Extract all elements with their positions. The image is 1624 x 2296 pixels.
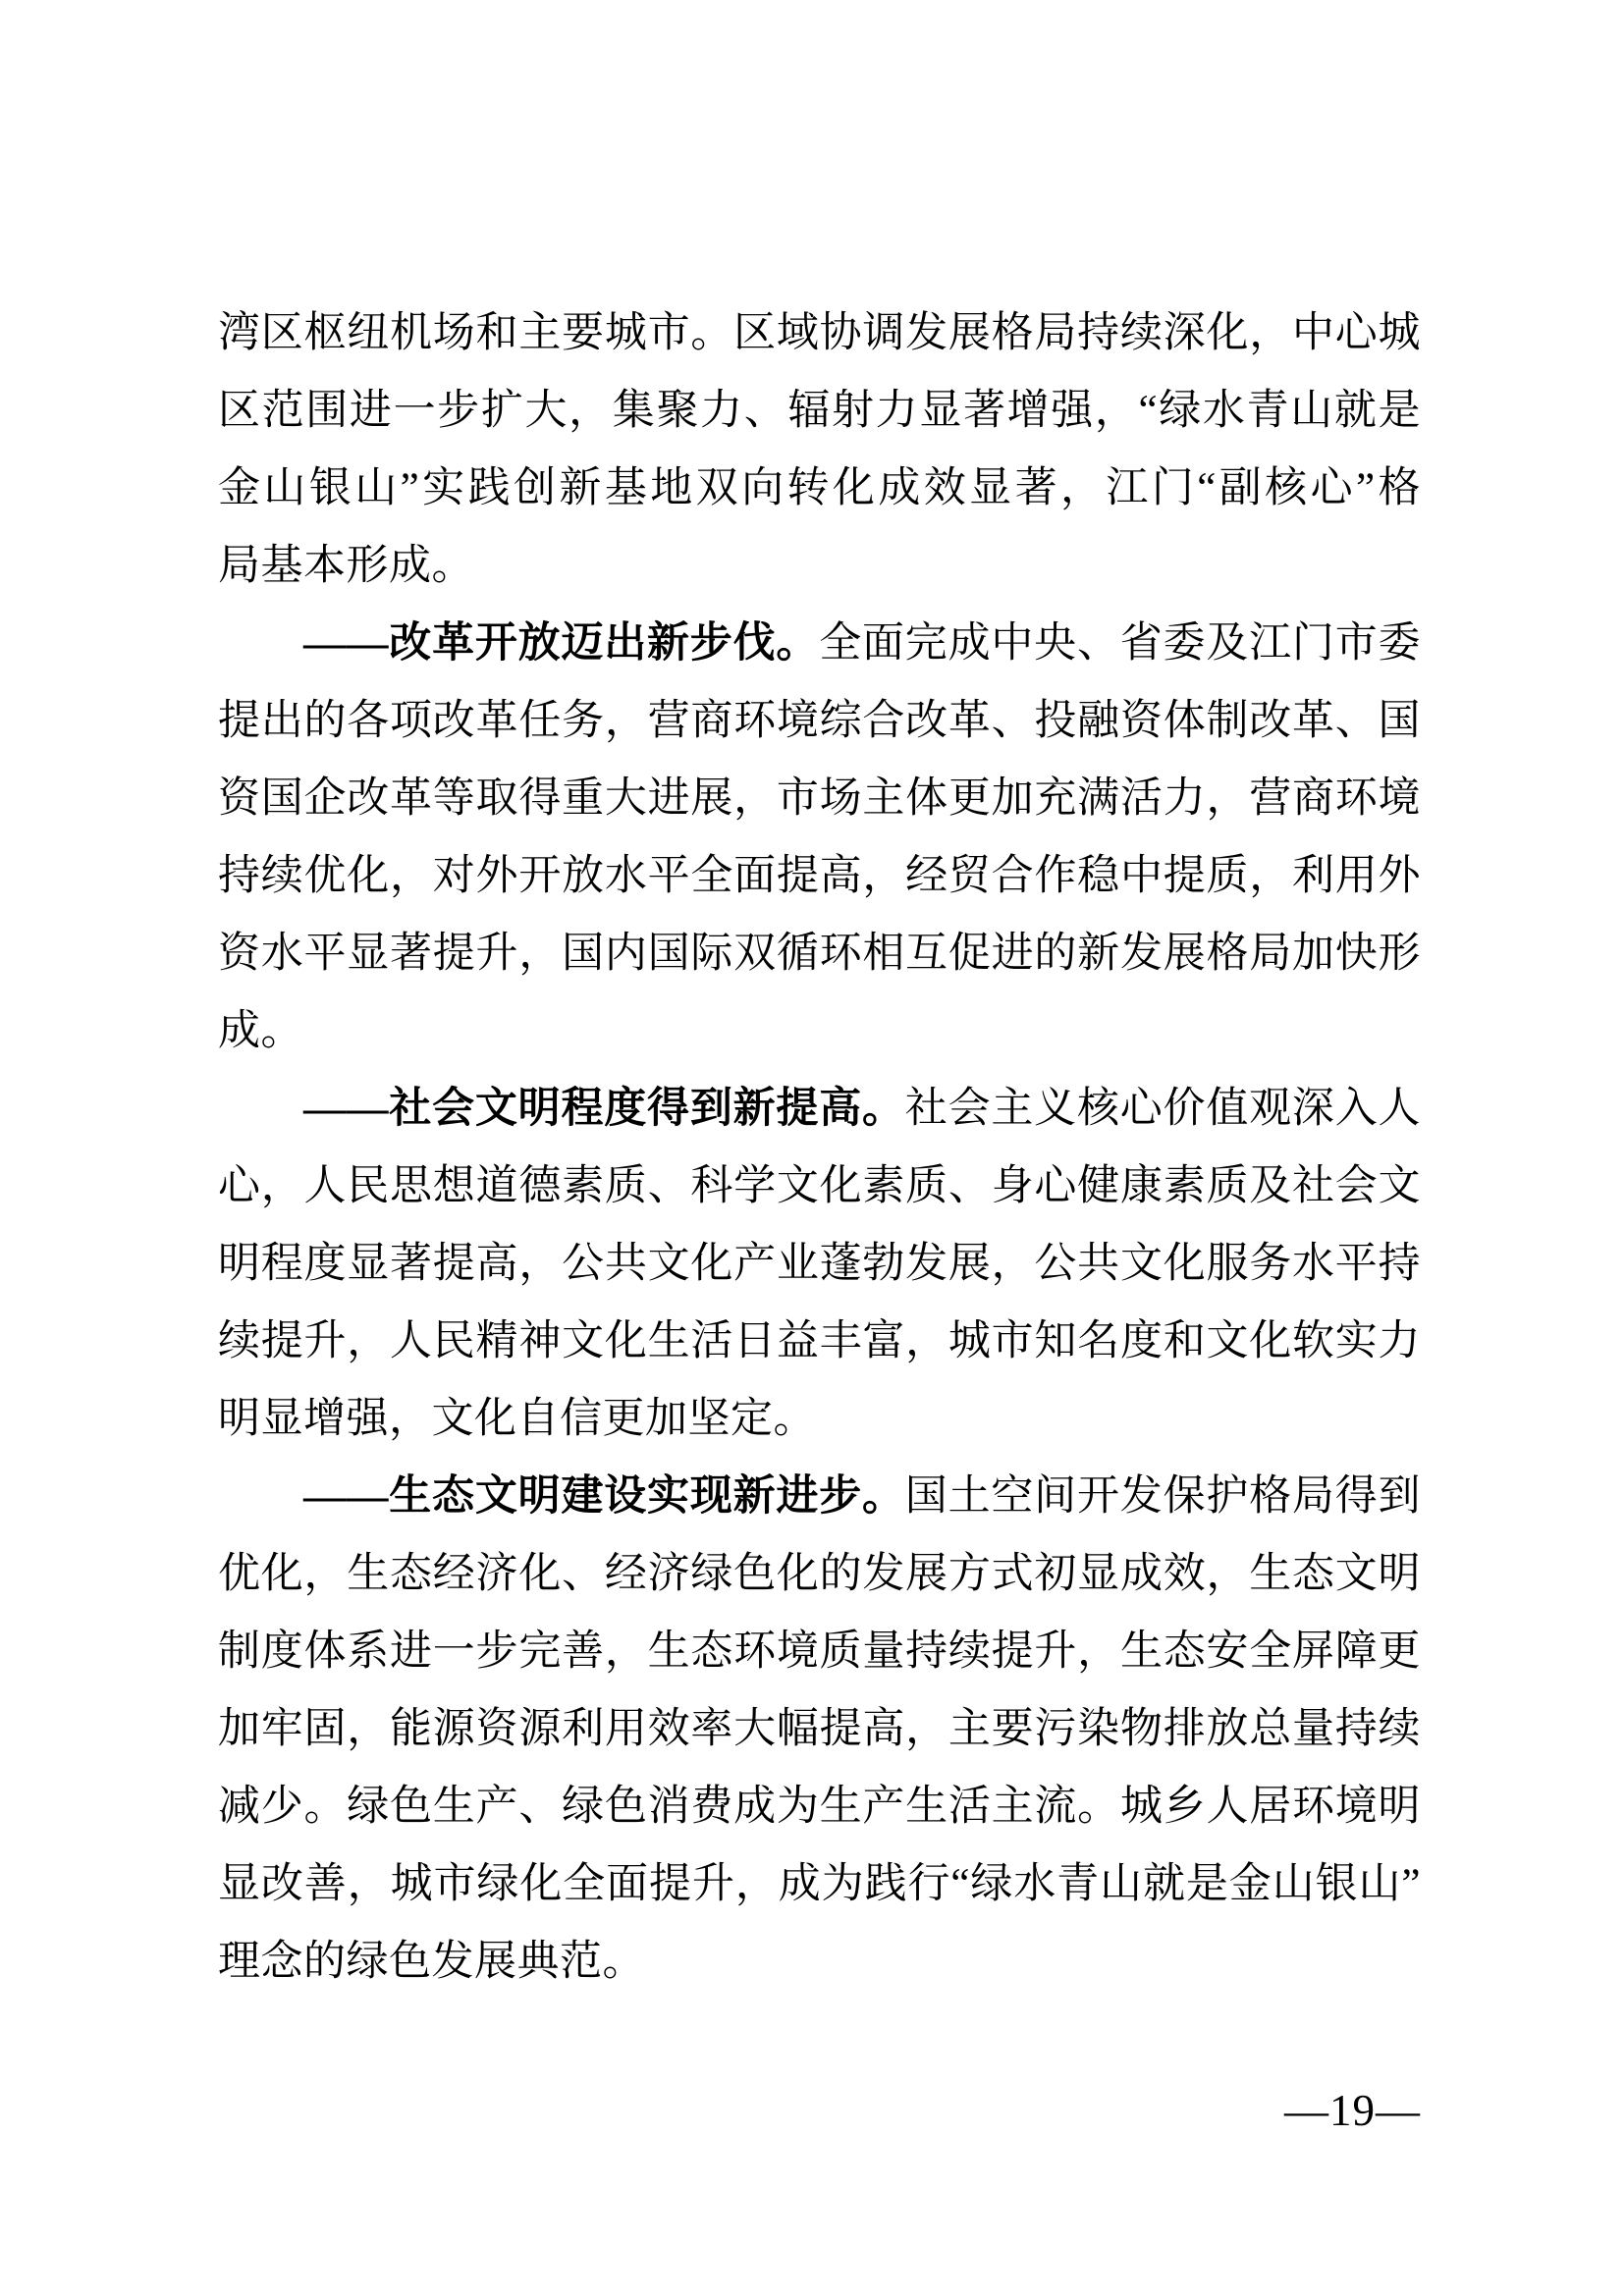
paragraph-lead-bold: ——社会文明程度得到新提高。 — [303, 1086, 905, 1132]
text-line: 金山银山”实践创新基地双向转化成效显著，江门“副核心”格 — [218, 465, 1421, 511]
text-line: 明显增强，文化自信更加坚定。 — [218, 1396, 816, 1442]
text-line: 优化，生态经济化、经济绿色化的发展方式初显成效，生态文明 — [218, 1551, 1421, 1597]
text-line: 局基本形成。 — [218, 543, 474, 589]
text-line: 持续优化，对外开放水平全面提高，经贸合作稳中提质，利用外 — [218, 853, 1421, 899]
paragraph-lead-bold: ——改革开放迈出新步伐。 — [303, 620, 820, 667]
paragraph — [218, 1458, 1421, 2001]
text-line: 续提升，人民精神文化生活日益丰富，城市知名度和文化软实力 — [218, 1318, 1421, 1364]
text-line: 明程度显著提高，公共文化产业蓬勃发展，公共文化服务水平持 — [218, 1241, 1421, 1287]
text-line: 显改善，城市绿化全面提升，成为践行“绿水青山就是金山银山” — [218, 1861, 1421, 1907]
text-line: 提出的各项改革任务，营商环境综合改革、投融资体制改革、国 — [218, 698, 1421, 744]
text-line: 制度体系进一步完善，生态环境质量持续提升，生态安全屏障更 — [218, 1629, 1421, 1675]
text-line — [218, 1070, 1421, 1148]
paragraph — [218, 294, 1421, 605]
page-number: —19— — [1284, 2086, 1421, 2135]
text-line: 资国企改革等取得重大进展，市场主体更加充满活力，营商环境 — [218, 775, 1421, 822]
paragraph — [218, 605, 1421, 1070]
text-line — [218, 605, 1421, 682]
paragraph — [218, 1070, 1421, 1458]
text-line: 减少。绿色生产、绿色消费成为生产生活主流。城乡人居环境明 — [218, 1784, 1421, 1830]
text-line: 心，人民思想道德素质、科学文化素质、身心健康素质及社会文 — [218, 1163, 1421, 1209]
text-line: 湾区枢纽机场和主要城市。区域协调发展格局持续深化，中心城 — [218, 310, 1421, 356]
text-line: 加牢固，能源资源利用效率大幅提高，主要污染物排放总量持续 — [218, 1706, 1421, 1752]
body-text-block — [218, 294, 1421, 2001]
paragraph-lead-bold: ——生态文明建设实现新进步。 — [303, 1473, 905, 1520]
paragraph-lead-rest: 国土空间开发保护格局得到 — [904, 1473, 1422, 1520]
text-line: 成。 — [218, 1008, 303, 1054]
text-line: 资水平显著提升，国内国际双循环相互促进的新发展格局加快形 — [218, 931, 1421, 977]
paragraph-lead-rest: 社会主义核心价值观深入人 — [904, 1086, 1422, 1132]
text-line — [218, 1458, 1421, 1535]
text-line: 理念的绿色发展典范。 — [218, 1939, 645, 1985]
paragraph-lead-rest: 全面完成中央、省委及江门市委 — [819, 620, 1422, 667]
text-line: 区范围进一步扩大，集聚力、辐射力显著增强，“绿水青山就是 — [218, 388, 1421, 434]
